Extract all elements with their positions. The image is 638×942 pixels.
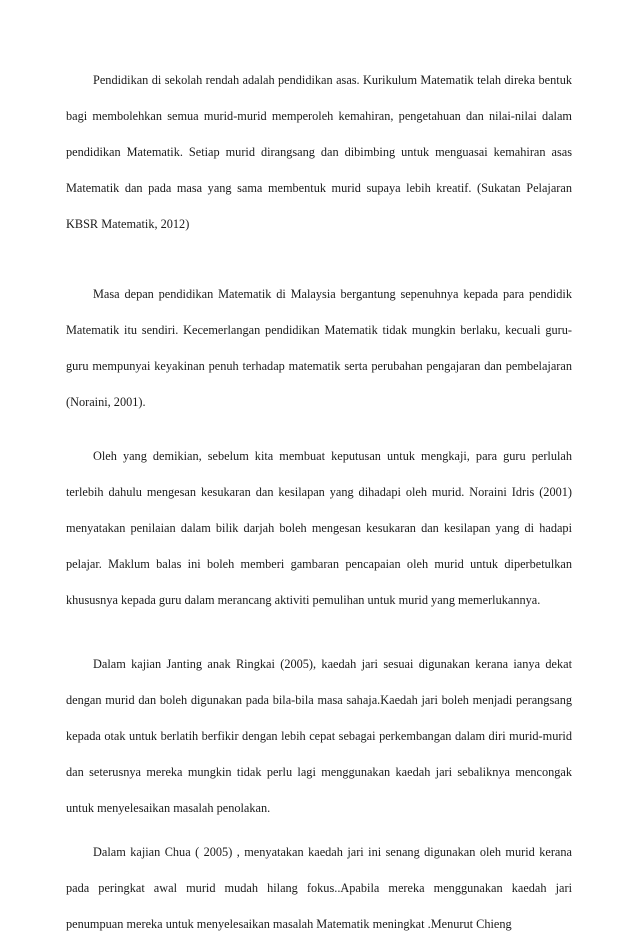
- paragraph-assessment: Oleh yang demikian, sebelum kita membuat keputusan untuk mengkaji, para guru perlulah terlebih dahulu mengesan kesukaran dan kesilapan yang dihadapi oleh murid. Noraini Idris (2001) menyatakan penilaian dalam bilik darjah boleh mengesan kesukaran dan kesilapan yang di hadapi pelajar. Maklum balas ini boleh memberi gambaran pencapaian oleh murid untuk diperbetulkan khususnya kepada guru dalam merancang aktiviti pemulihan untuk murid yang memerlukannya.: [66, 449, 572, 607]
- paragraph-janting-study: Dalam kajian Janting anak Ringkai (2005), kaedah jari sesuai digunakan kerana ianya dekat dengan murid dan boleh digunakan pada bila-bila masa sahaja.Kaedah jari boleh menjadi perangsang kepada otak untuk berlatih berfikir dengan lebih cepat sebagai perkembangan dalam diri murid-murid dan seterusnya mereka mungkin tidak perlu lagi menggunakan kaedah jari sebaliknya mencongak untuk menyelesaikan masalah penolakan.: [66, 657, 572, 815]
- paragraph-chua-study: Dalam kajian Chua ( 2005) , menyatakan kaedah jari ini senang digunakan oleh murid kerana pada peringkat awal murid mudah hilang fokus..Apabila mereka menggunakan kaedah jari penumpuan mereka untuk menyelesaikan masalah Matematik meningkat .Menurut Chieng: [66, 845, 572, 931]
- paragraph-future-of-mathematics: Masa depan pendidikan Matematik di Malaysia bergantung sepenuhnya kepada para pendidik Matematik itu sendiri. Kecemerlangan pendidikan Matematik tidak mungkin berlaku, kecuali guru-guru mempunyai keyakinan penuh terhadap matematik serta perubahan pengajaran dan pembelajaran (Noraini, 2001).: [66, 287, 572, 409]
- paragraph-curriculum: Pendidikan di sekolah rendah adalah pendidikan asas. Kurikulum Matematik telah direka bentuk bagi membolehkan semua murid-murid memperoleh kemahiran, pengetahuan dan nilai-nilai dalam pendidikan Matematik. Setiap murid dirangsang dan dibimbing untuk menguasai kemahiran asas Matematik dan pada masa yang sama membentuk murid supaya lebih kreatif. (Sukatan Pelajaran KBSR Matematik, 2012): [66, 73, 572, 231]
- document-page: [66, 62, 572, 942]
